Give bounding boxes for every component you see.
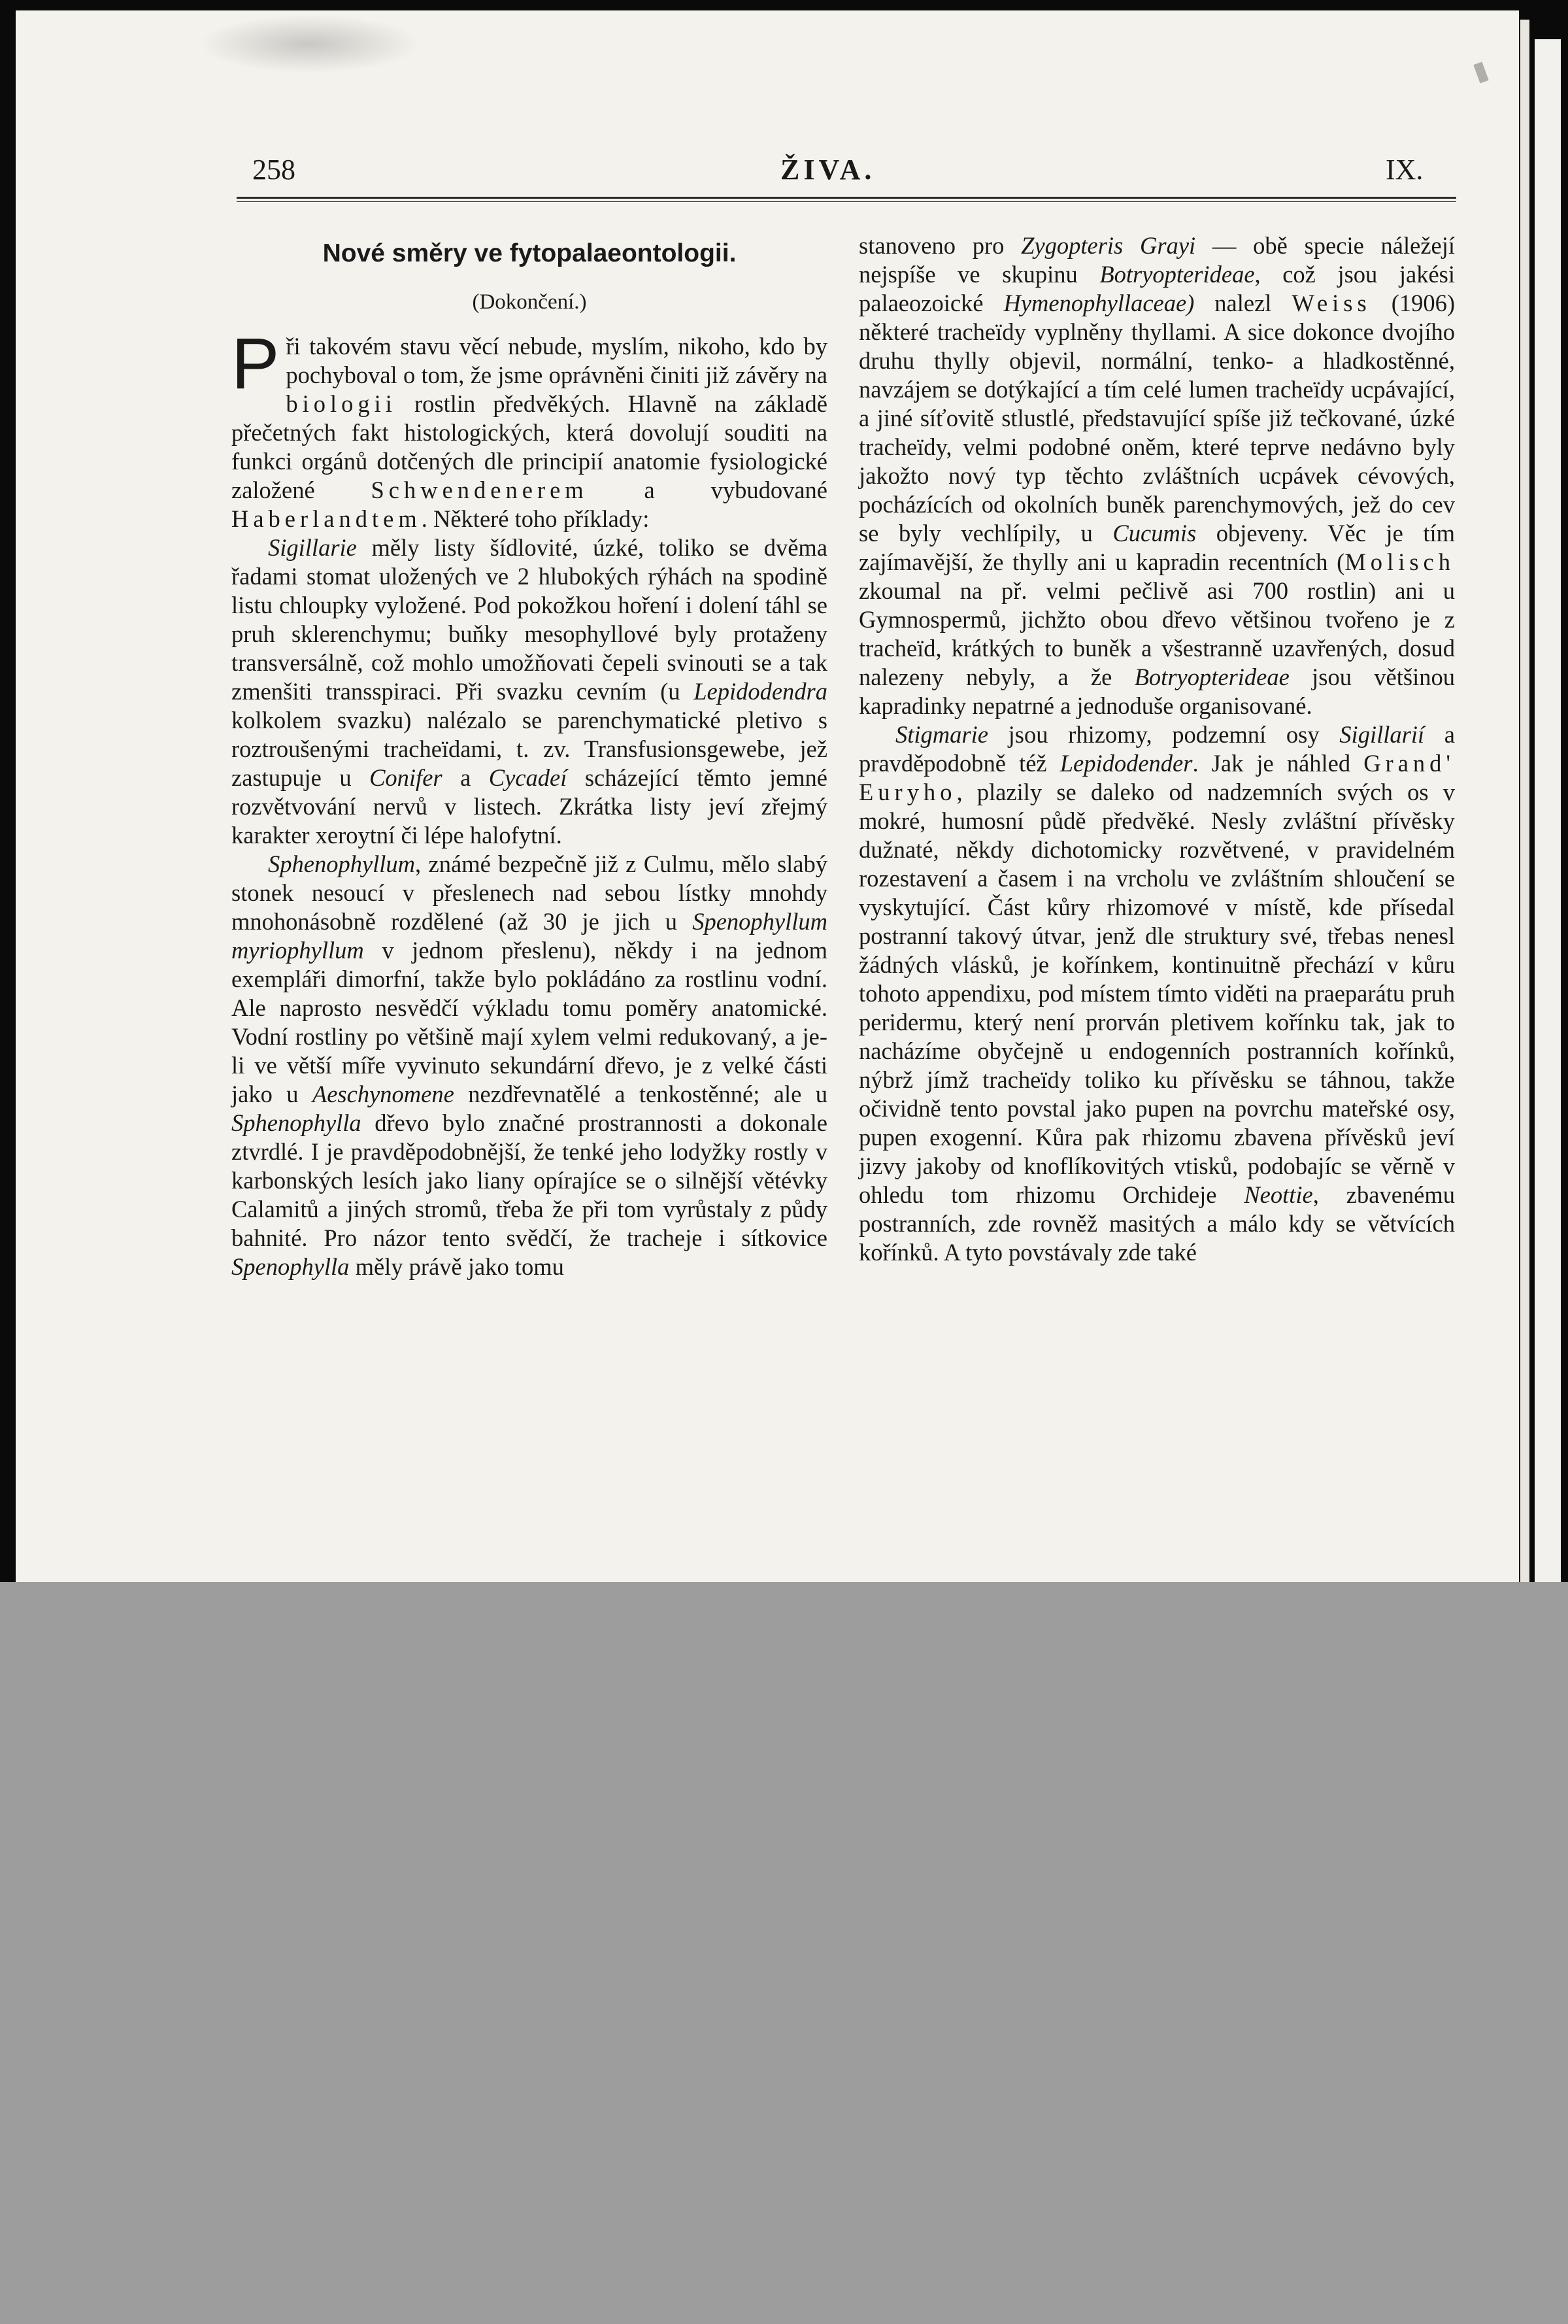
paragraph <box>231 850 827 1281</box>
volume-number: IX. <box>1386 154 1424 186</box>
taxon-name: Sigillarií <box>1339 721 1425 748</box>
journal-title: ŽIVA. <box>780 154 876 186</box>
text-run: měly listy šídlovité, úzké, toliko se dvěma řadami stomat uložených ve 2 hlubokých rýhách na spodině listu chloupky vyložené. Pod pokožkou hoření i dolení táhl se pruh sklerenchymu; buňky mesophyllové byly protaženy transversálně, což mohlo umožňovati čepeli svinouti se a tak zmenšiti transspiraci. Při svazku cevním (u <box>231 534 827 705</box>
text-run: scházející těmto jemné rozvětvování nervů v listech. Zkrátka listy jeví zřejmý karakter xeroytní či lépe halofytní. <box>231 764 828 849</box>
article-subtitle: (Dokončení.) <box>472 290 587 314</box>
text-run: , což jsou jakési palaeozoické <box>859 261 1455 316</box>
text-run: kolkolem svazku) nalézalo se parenchymatické pletivo s roztroušenými tracheïdami, t. zv. Transfusionsgewebe, jež zastupuje u <box>231 707 827 791</box>
scan-mark <box>1473 62 1488 84</box>
taxon-name: Neottie <box>1244 1181 1313 1208</box>
paragraph <box>231 533 827 850</box>
text-run: — obě specie náležejí nejspíše ve skupinu <box>859 232 1456 288</box>
text-run: v jednom přeslenu), někdy i na jednom exempláři dimorfní, takže bylo pokládáno za rostlinu vodní. Ale naprosto nesvědčí výkladu tomu poměry anatomické. Vodní rostliny po většině mají xylem velmi redukovaný, a je-li ve větší míře vyvinuto sekundární dřevo, je z velké části jako u <box>231 937 827 1107</box>
text-run: a vybudované <box>588 477 827 503</box>
taxon-name: Conifer <box>369 764 442 791</box>
right-column <box>859 231 1455 1267</box>
text-run: rostlin předvěkých. Hlavně na základě přečetných fakt histologických, která dovolují souditi na funkci orgánů dotčených dle principií anatomie fysiologické založené <box>231 390 827 503</box>
text-run: jsou většinou kapradinky nepatrné a jednoduše organisované. <box>859 664 1455 719</box>
text-run: . Některé toho příklady: <box>421 505 650 532</box>
text-run: objeveny. Věc je tím zajímavější, že thylly ani u kapradin recentních ( <box>859 520 1455 575</box>
text-run: nezdřevnatělé a tenkostěnné; ale u <box>454 1081 827 1107</box>
spaced-text: biologii <box>286 390 397 417</box>
taxon-name: Botryopterideae <box>1099 261 1255 288</box>
text-run: ři takovém stavu věcí nebude, myslím, nikoho, kdo by pochyboval o tom, že jsme oprávněni činiti již závěry na <box>286 333 827 388</box>
page-number: 258 <box>252 154 295 186</box>
taxon-name: Sphenophylla <box>231 1109 361 1136</box>
spaced-name: Schwendenerem <box>371 477 588 503</box>
taxon-name: Spenophylla <box>231 1253 350 1280</box>
text-run: . Jak je náhled <box>1192 750 1364 777</box>
paragraph <box>859 720 1455 1267</box>
taxon-name: Stigmarie <box>895 721 988 748</box>
drop-cap: P <box>231 324 280 404</box>
header-rule <box>237 197 1456 199</box>
text-run: zkoumal na př. velmi pečlivě asi 700 rostlin) ani u Gymnospermů, jichžto obou dřevo většinou tvořeno je z tracheïd, krátkých to buněk a všestranně uzavřených, dosud nalezeny nebyly, a že <box>859 577 1455 690</box>
paragraph <box>859 231 1455 720</box>
text-run: a <box>442 764 489 791</box>
text-run: jsou rhizomy, podzemní osy <box>988 721 1340 748</box>
taxon-name: Aeschynomene <box>312 1081 454 1107</box>
article-title: Nové směry ve fytopalaeontologii. <box>322 239 737 267</box>
adjacent-page-edge <box>1535 39 1561 1582</box>
paragraph <box>231 324 827 533</box>
taxon-name: Zygopteris Grayi <box>1021 232 1196 259</box>
text-run: měly právě jako tomu <box>349 1253 564 1280</box>
taxon-name: Spenophyllum myriophyllum <box>231 908 827 964</box>
spaced-name: Weiss <box>1292 290 1371 316</box>
scan-smudge <box>199 14 421 73</box>
text-run: , plazily se daleko od nadzemních svých os v mokré, humosní půdě předvěké. Nesly zvláštní přívěsky dužnaté, někdy dichotomicky rozvětvené, v pravidelném rozestavení a časem i na vrcholu ve zvláštním shloučení se vyskytující. Část kůry rhizomové v místě, kde přísedal postranní takový útvar, jenž dle struktury své, třebas nenesl žádných vlásků, je kořínkem, kontinuitně přechází v kůru tohoto appendixu, pod místem tímto viděti na praeparátu pruh peridermu, který není prorván pletivem kořínku tak, jak to nacházíme obyčejně u endogenních postranních kořínků, nýbrž jímž tracheïdy toliko ku přívěsku se táhnou, takže očividně tento povstal jako pupen na povrchu mateřské osy, pupen exogenní. Kůra pak rhizomu zbavena přívěsků jeví jizvy jakoby od knoflíkovitých vtisků, podobajíc se věrně v ohledu tom rhizomu Orchideje <box>859 779 1455 1208</box>
running-head <box>16 153 1519 192</box>
taxon-name: Botryopterideae <box>1134 664 1290 690</box>
taxon-name: Lepidodender <box>1059 750 1193 777</box>
spaced-name: Grand' Euryho <box>859 750 1455 805</box>
page-edge-strip <box>1520 20 1529 1582</box>
taxon-name: Cycadeí <box>488 764 567 791</box>
taxon-name: Sphenophyllum <box>268 850 416 877</box>
taxon-name: Hymenophyllaceae) <box>1003 290 1195 316</box>
text-run: , zbavenému postranních, zde rovněž masitých a málo kdy se větvících kořínků. A tyto povstávaly zde také <box>859 1181 1455 1266</box>
text-run: stanoveno pro <box>859 232 1022 259</box>
text-run: (1906) některé tracheïdy vyplněny thyllami. A sice dokonce dvojího druhu thylly objevil, normální, tenko- a hladkostěnné, navzájem se dotýkající a tím celé lumen tracheïdy ucpávající, a jiné síťovitě stlustlé, představující spíše již tečkované, úzké tracheïdy, velmi podobné oněm, které teprve nedávno byly jakožto nový typ těchto zvláštních ucpávek cévových, pocházících od okolních buněk parenchymových, jež do cev se byly vechlípily, u <box>859 290 1456 547</box>
text-run: dřevo bylo značné prostrannosti a dokonale ztvrdlé. I je pravděpodobnější, že tenké jeho lodyžky rostly v karbonských lesích jako liany opírajíce se o silnější větévky Calamitů a jiných stromů, třeba že při tom vyrůstaly z půdy bahnité. Pro názor tento svědčí, že tracheje i sítkovice <box>231 1109 827 1251</box>
header-rule-thin <box>237 201 1456 202</box>
blank-scan-area <box>0 1582 1568 2324</box>
spaced-name: Molisch <box>1344 548 1455 575</box>
taxon-name: Sigillarie <box>268 534 357 561</box>
taxon-name: Lepidodendra <box>693 678 827 705</box>
text-run: , známé bezpečně již z Culmu, mělo slabý stonek nesoucí v přeslenech nad sebou lístky mnohdy mnohonásobně rozdělené (až 30 je jich u <box>231 850 827 935</box>
spaced-name: Haberlandtem <box>231 505 422 532</box>
taxon-name: Cucumis <box>1112 520 1197 547</box>
left-column <box>231 231 827 1281</box>
document-page <box>16 10 1519 1582</box>
text-run: a pravděpodobně též <box>859 721 1456 777</box>
text-run: nalezl <box>1194 290 1292 316</box>
